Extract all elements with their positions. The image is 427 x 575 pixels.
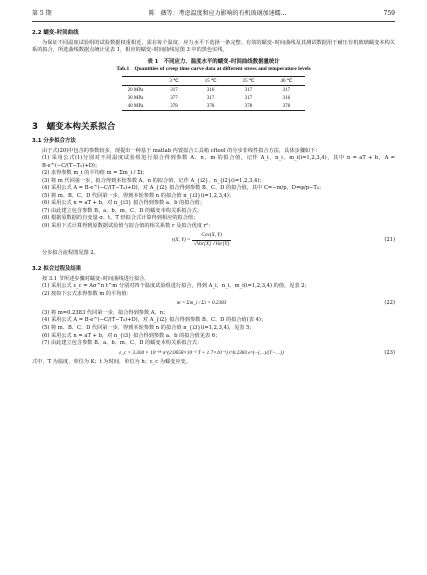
equation-22 (32, 300, 395, 308)
table-header-cell: 15 ℃ (204, 78, 217, 84)
step-item: (7) 由此建立包含参数 B、a、b、m、C、D 的蠕变本构关系拟合式： (42, 340, 203, 347)
section-2-2-heading: 2.2 蠕变–时间曲线 (32, 29, 79, 36)
step-item: (5) 将 m、B、C、D 代回第一步，得到本轮参数 n 的拟合值 n_{i3}(i=1,2,3,4)，见表 5； (42, 324, 255, 331)
fraction-denominator: √Var[X] √Var[Y] (193, 240, 230, 247)
step-item: (7) 由此建立包含参数 B、a、b、m、C、D 的蠕变本构关系拟合式； (42, 207, 203, 214)
table-cell: 317 (244, 95, 253, 101)
table-caption-cn: 表 1 不同应力、温度水平的蠕变–时间曲线数据量统计 (147, 58, 280, 65)
equation-explanation: 式中，T 为温度，单位为 K；t 为时间，单位为 h；ε_c 为蠕变应变。 (32, 359, 191, 366)
table-cell: 20 MPa (127, 87, 144, 93)
table-caption-en: Tab.1 Quantities of creep time curve data at different stress and temperature levels (116, 66, 311, 73)
table-cell: 317 (206, 95, 215, 101)
equation-number: (23) (384, 349, 395, 356)
section-3-1-heading: 3.1 分步拟合方法 (32, 137, 76, 144)
step-item: (1) 采用公式(1)分别对不同温度试验组进行拟合得到参数 A、n、m 的拟合值，记作 A_i、n_i、m_i(i=1,2,3,4)，其中 n = aT + b，A = B·e^(−C/(T−T₀)+D)； (42, 155, 395, 169)
step-item: (3) 将 m 代回第一步，拟合得到本轮参数 A、n 的拟合值，记作 A_{i2}、n_{i2}(i=1,2,3,4)； (42, 177, 265, 184)
table-cell: 40 MPa (127, 103, 144, 109)
table-header-cell: 25 ℃ (242, 78, 255, 84)
step-item: (1) 采用公式 ε_c = Aσ^n t^m 分别对四个温度试验组进行拟合，得到 A_i、n_i、m_i(i=1,2,3,4) 的值，见表 2； (42, 283, 310, 290)
step-item: (4) 采用公式 A = B·e^(−C/(T−T₀)+D)，对 A_{i2} 拟合得到参数 B、C、D 的拟合值，其中 C=−m/p，D=φ/p−T₀； (42, 185, 325, 192)
step-item: (3) 将 m=0.2383 代回第一步，拟合得到参数 A、n； (42, 309, 169, 316)
equation-body: ε_c = 3.304 × 10⁻¹⁸ σ^(2.0658×10⁻² T + 1.7×10⁻¹) t^0.2383 e^(−(…)/(T−…)) (119, 349, 284, 356)
equation-number: (22) (384, 300, 395, 307)
table-cell: 316 (282, 95, 291, 101)
data-table (122, 76, 306, 111)
equation-number: (21) (384, 236, 395, 243)
step-item: (5) 将 m、B、C、D 代回第一步，得到本轮参数 n 的拟合值 n_{i3}(i=1,2,3,4)； (42, 192, 235, 199)
table-cell: 378 (282, 103, 291, 109)
table-row (122, 86, 306, 95)
issue-number: 第 5 期 (32, 10, 52, 17)
section-3-1-intro: 由于式(20)中包含的参数较多，现提出一种基于 matlab 内置拟合工具箱 cftool 的分步非线性拟合方法，具体步骤如下： (42, 147, 321, 154)
table-cell: 317 (170, 87, 178, 93)
table-cell: 30 MPa (127, 95, 144, 101)
section-3-heading: 3 蠕变本构关系拟合 (32, 122, 116, 133)
table-cell: 317 (282, 87, 291, 93)
section-3-1-after: 分步拟合流程图见图 2。 (42, 250, 99, 257)
table-header-cell: 3 ℃ (169, 78, 179, 84)
equation-23 (32, 350, 395, 358)
table-1 (32, 59, 395, 112)
page-number: 759 (383, 10, 395, 17)
equation-body: m = Σm_i / Σi = 0.2383 (176, 300, 227, 307)
step-item: (9) 采用下式计算得到原数据试验值与拟合值的相关系数 r 及拟合优度 r²： (42, 222, 214, 229)
step-item: (8) 根据原数据的自变量 σ、t、T 经拟合式计算得到相应的拟合值； (42, 215, 199, 222)
step-item: (6) 采用公式 n = aT + b，对 n_{i3} 拟合得到参数 a、b 的拟合值见表 6； (42, 332, 221, 339)
fraction-numerator: Cov(X, Y) (192, 232, 232, 241)
table-cell: 317 (244, 87, 253, 93)
table-header-cell: 40 ℃ (280, 78, 293, 84)
equation-fraction (192, 232, 232, 248)
table-cell: 316 (206, 87, 215, 93)
section-3-2-heading: 3.2 拟合过程及结果 (32, 265, 82, 272)
table-row (122, 94, 306, 102)
step-item: (4) 采用公式 A = B·e^(−C/(T−T₀)+D)，对 A_{i2} 拟合得到参数 B、C、D 的拟合值(表 4)； (42, 317, 267, 324)
table-cell: 378 (244, 103, 253, 109)
table-header-cell (122, 77, 157, 86)
running-header (32, 10, 395, 22)
equation-lhs: r(X, Y) = (171, 237, 191, 244)
table-cell: 378 (206, 103, 215, 109)
table-cell: 378 (170, 103, 178, 109)
running-title: 陈 薇等：考虑温度和应力影响的有机玻璃加速蠕… (148, 10, 287, 17)
equation-21 (32, 232, 395, 248)
table-cell: 377 (170, 95, 178, 101)
section-2-2-paragraph: 为保证不同温度试验组的试验数据权重相近，需在每个温度、应力水平下选择一条完整、有效的蠕变–时间曲线及其测试数据用于耐压有机玻璃蠕变本构关系的拟合，所选曲线数据点统计见表 1，相应的蠕变–时间曲线见图 3 中的黑色实线。 (32, 39, 395, 54)
table-row (122, 102, 306, 111)
step-item: (6) 采用公式 n = aT + b，对 n_{i3} 拟合得到参数 a、b 的拟合值； (42, 200, 206, 207)
step-item: (2) 求得参数 m_i 的平均值 m = Σm_i / Σi； (42, 170, 148, 177)
table-header-row (122, 77, 306, 86)
step-item: (2) 按如下公式求得参数 m 的平均值： (42, 290, 132, 297)
section-3-2-intro: 按 3.1 节所述步骤对蠕变–时间曲线进行拟合。 (42, 275, 150, 282)
